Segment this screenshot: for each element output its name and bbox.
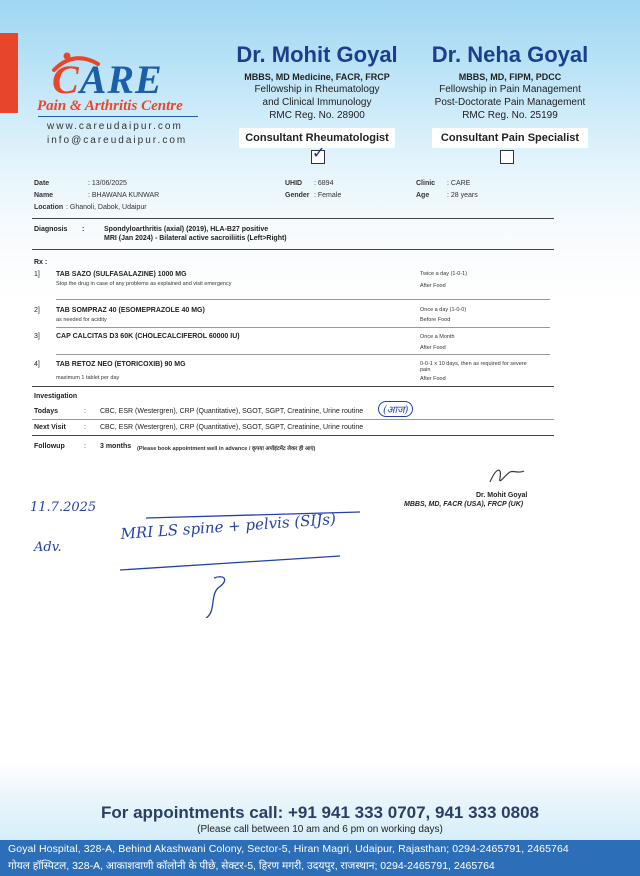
next-visit-label: Next Visit <box>34 424 66 431</box>
todays-handwritten-note: (आज) <box>378 401 413 417</box>
gender-value: : Female <box>314 192 342 199</box>
doctor-block-mohit <box>227 42 407 148</box>
followup-note: (Please book appointment well in advance / कृपया अपॉइंटमेंट लेकर ही आएं) <box>137 446 316 452</box>
divider <box>56 299 550 300</box>
doctor-registration: RMC Reg. No. 28900 <box>269 110 365 121</box>
uhid-value: : 6894 <box>314 180 334 187</box>
rx-item-drug: TAB SOMPRAZ 40 (ESOMEPRAZOLE 40 MG) <box>56 307 205 314</box>
clinic-label: Clinic <box>416 180 436 187</box>
pain-specialist-checkbox[interactable] <box>500 150 514 164</box>
gender-label: Gender <box>285 192 310 199</box>
rx-item-timing: After Food <box>420 283 446 289</box>
rx-item-frequency: Once a Month <box>420 334 455 340</box>
investigation-label: Investigation <box>34 393 78 400</box>
followup-colon: : <box>84 443 86 450</box>
handwritten-mri-order: MRI LS spine + pelvis (SIJs) <box>120 509 337 543</box>
doctor-fellowship-line2: Post-Doctorate Pain Management <box>434 97 586 108</box>
doctor-signature-icon <box>484 460 530 490</box>
rx-item-drug: CAP CALCITAS D3 60K (CHOLECALCIFEROL 60000 IU) <box>56 333 240 340</box>
divider <box>32 249 554 250</box>
diagnosis-label: Diagnosis <box>34 226 68 233</box>
diagnosis-line2: MRI (Jan 2024) - Bilateral active sacroiliitis (Left>Right) <box>104 235 287 242</box>
doctor-block-neha <box>420 42 600 148</box>
rx-item-note: maximum 1 tablet per day <box>56 375 120 381</box>
rx-item-timing: After Food <box>420 376 446 382</box>
address-hindi: गोयल हॉस्पिटल, 328-A, आकाशवाणी कॉलोनी के पीछे, सेक्टर-5, हिरण मगरी, उदयपुर, राजस्थान; 0294-2465791, 2465764 <box>8 860 495 872</box>
divider <box>56 354 550 355</box>
red-accent-bar <box>0 33 18 113</box>
handwriting-strokes-icon <box>120 508 380 618</box>
signature-name: Dr. Mohit Goyal <box>476 492 528 499</box>
rx-label: Rx : <box>34 259 48 266</box>
age-label: Age <box>416 192 430 199</box>
diagnosis-line1: Spondyloarthritis (axial) (2019), HLA-B27 positive <box>104 226 269 233</box>
check-mark-icon: ✓ <box>312 145 326 162</box>
age-value: : 28 years <box>447 192 478 199</box>
address-english: Goyal Hospital, 328-A, Behind Akashwani Colony, Sector-5, Hiran Magri, Udaipur, Rajasthan; 0294-2465791, 2465764 <box>8 843 569 855</box>
location-label: Location <box>34 204 64 211</box>
rx-item-number: 1] <box>34 271 40 278</box>
rx-item-drug: TAB SAZO (SULFASALAZINE) 1000 MG <box>56 271 187 278</box>
rx-item-note: as needed for acidity <box>56 317 107 323</box>
divider <box>32 419 554 420</box>
appointment-phone-line: For appointments call: +91 941 333 0707, 941 333 0808 <box>100 803 539 822</box>
rx-item-note: Stop the drug in case of any problems as explained and visit emergency <box>56 281 232 287</box>
handwritten-date: 11.7.2025 <box>30 500 97 515</box>
diagnosis-colon: : <box>82 226 85 233</box>
rx-item-number: 3] <box>34 333 40 340</box>
appointment-hours: (Please call between 10 am and 6 pm on working days) <box>197 824 443 835</box>
doctor-fellowship-line1: Fellowship in Pain Management <box>439 84 581 95</box>
rx-item-frequency: Twice a day (1-0-1) <box>420 271 468 277</box>
todays-tests: CBC, ESR (Westergren), CRP (Quantitative), SGOT, SGPT, Creatinine, Urine routine <box>100 408 364 415</box>
doctor-fellowship-line2: and Clinical Immunology <box>262 97 372 108</box>
doctor-specialty-badge: Consultant Rheumatologist <box>239 128 395 148</box>
doctor-degrees: MBBS, MD, FIPM, PDCC <box>458 72 562 82</box>
divider <box>32 435 554 436</box>
logo-divider <box>38 116 198 117</box>
rx-item-timing: Before Food <box>420 317 451 323</box>
rx-item-frequency: 0-0-1 x 10 days, then as required for severe pain <box>420 361 527 373</box>
clinic-subtitle: Pain & Arthritis Centre <box>37 98 183 114</box>
doctor-fellowship-line1: Fellowship in Rheumatology <box>254 84 380 95</box>
followup-period: 3 months <box>100 443 132 450</box>
clinic-email: info@careudaipur.com <box>47 135 188 146</box>
clinic-website: www.careudaipur.com <box>47 121 183 132</box>
date-value: : 13/06/2025 <box>88 180 127 187</box>
uhid-label: UHID <box>285 180 303 187</box>
doctor-degrees: MBBS, MD Medicine, FACR, FRCP <box>244 72 390 82</box>
handwritten-advice: Adv. <box>34 540 62 555</box>
todays-label: Todays <box>34 408 58 415</box>
divider <box>56 327 550 328</box>
doctor-specialty-badge: Consultant Pain Specialist <box>432 128 588 148</box>
todays-colon: : <box>84 408 86 415</box>
doctor-name: Dr. Neha Goyal <box>431 42 589 67</box>
date-label: Date <box>34 180 50 187</box>
doctor-registration: RMC Reg. No. 25199 <box>462 110 558 121</box>
followup-label: Followup <box>34 443 65 450</box>
name-label: Name <box>34 192 54 199</box>
divider <box>32 218 554 219</box>
doctor-name: Dr. Mohit Goyal <box>236 42 398 67</box>
clinic-value: : CARE <box>447 180 471 187</box>
care-logo-text: CARE <box>52 57 163 102</box>
rx-item-frequency: Once a day (1-0-0) <box>420 307 467 313</box>
divider <box>32 386 554 387</box>
next-visit-tests: CBC, ESR (Westergren), CRP (Quantitative), SGOT, SGPT, Creatinine, Urine routine <box>100 424 364 431</box>
rx-item-drug: TAB RETOZ NEO (ETORICOXIB) 90 MG <box>56 361 186 368</box>
rx-item-number: 4] <box>34 361 40 368</box>
rx-item-timing: After Food <box>420 345 446 351</box>
next-visit-colon: : <box>84 424 86 431</box>
rx-item-number: 2] <box>34 307 40 314</box>
name-value: : BHAWANA KUNWAR <box>88 192 160 199</box>
location-value: : Ghanoli, Dabok, Udaipur <box>66 204 147 211</box>
signature-degrees: MBBS, MD, FACR (USA), FRCP (UK) <box>404 501 524 508</box>
